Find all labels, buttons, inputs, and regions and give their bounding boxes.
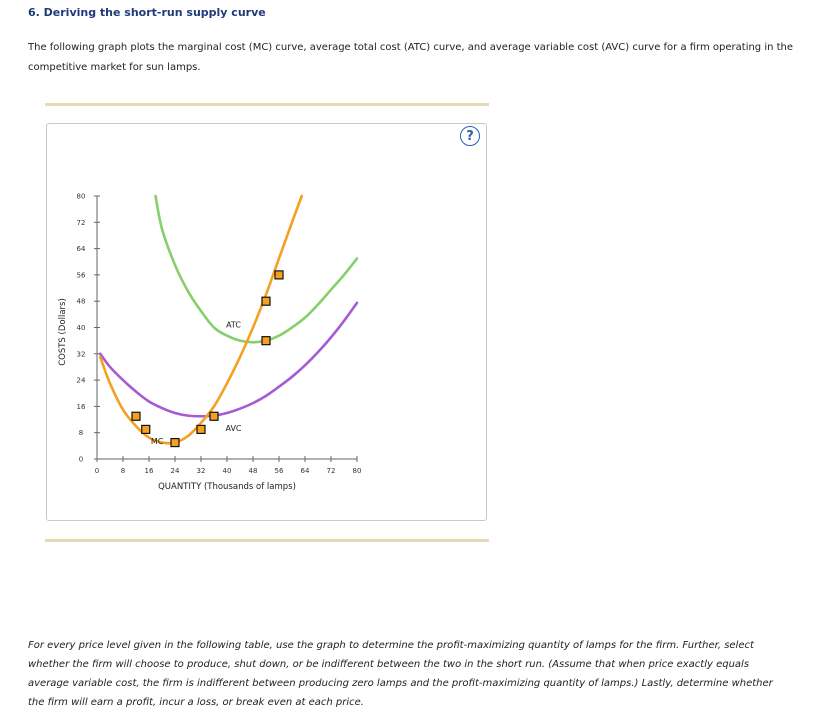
mc-label: MC: [150, 437, 164, 447]
x-tick-label: 80: [352, 467, 362, 475]
mc-point-marker: [210, 412, 218, 420]
y-tick-label: 56: [76, 271, 86, 280]
mc-curve: [100, 196, 302, 443]
bottom-divider: [45, 539, 489, 542]
atc-label: ATC: [226, 320, 241, 330]
x-tick-label: 16: [144, 467, 154, 475]
intro-text: The following graph plots the marginal cost (MC) curve, average total cost (ATC) curve, and average variable cost (AVC) curve for a firm operating in the competitive market for sun lamps.: [28, 42, 794, 73]
x-tick-label: 0: [94, 467, 100, 475]
x-tick-label: 72: [326, 467, 336, 475]
y-axis-label: COSTS (Dollars): [58, 298, 68, 366]
help-icon[interactable]: ?: [460, 126, 480, 146]
x-tick-label: 48: [248, 467, 258, 475]
mc-point-marker: [197, 425, 205, 433]
y-tick-label: 24: [76, 376, 86, 385]
mc-point-marker: [262, 337, 270, 345]
x-tick-label: 56: [274, 467, 284, 475]
y-tick-label: 72: [76, 218, 86, 227]
y-tick-label: 48: [76, 297, 86, 306]
mc-point-marker: [132, 412, 140, 420]
x-tick-label: 32: [196, 467, 206, 475]
mc-point-marker: [171, 439, 179, 447]
y-tick-label: 16: [76, 402, 86, 411]
x-tick-label: 8: [120, 467, 126, 475]
x-tick-label: 64: [300, 467, 310, 475]
y-tick-label: 8: [78, 429, 84, 438]
mc-point-marker: [275, 271, 283, 279]
avc-label: AVC: [225, 424, 242, 434]
y-tick-label: 80: [76, 192, 86, 201]
mc-point-marker: [262, 297, 270, 305]
y-tick-label: 40: [76, 324, 86, 332]
y-tick-label: 64: [76, 245, 86, 254]
mc-point-marker: [142, 425, 150, 433]
question-title: 6. Deriving the short-run supply curve: [28, 6, 266, 19]
x-axis-label: QUANTITY (Thousands of lamps): [158, 482, 296, 492]
x-tick-label: 24: [170, 467, 180, 475]
x-tick-label: 40: [222, 467, 232, 475]
y-tick-label: 32: [76, 350, 86, 359]
y-tick-label: 0: [78, 455, 84, 464]
instructions-text: For every price level given in the following table, use the graph to determine the profit-maximizing quantity of lamps for the firm. Further, select whether the firm will choose to produce, shut down, or be indifferent between the two in the short run. (Assume that when price exactly equals average variable cost, the firm is indifferent between producing zero lamps and the profit-maximizing quantity of lamps.) Lastly, determine whether the firm will earn a profit, incur a loss, or break even at each price.: [28, 640, 773, 708]
